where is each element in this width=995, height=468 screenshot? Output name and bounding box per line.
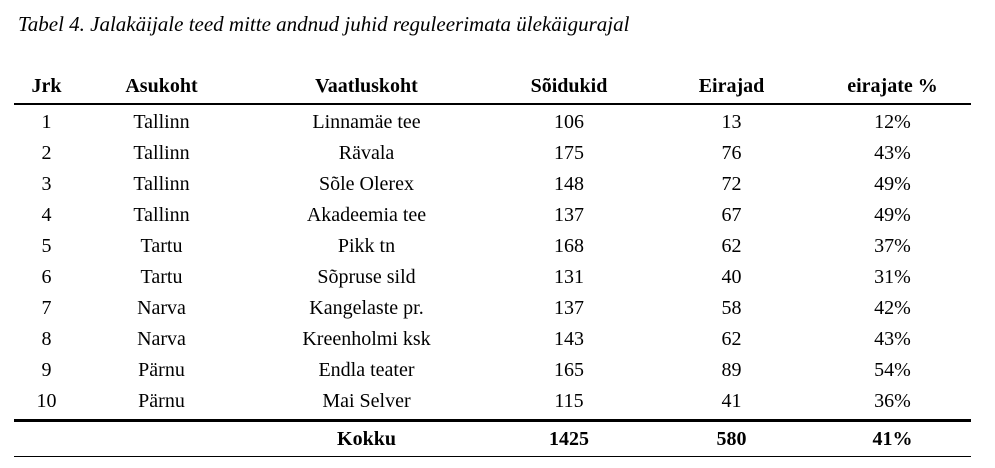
cell-vaatluskoht: Sõpruse sild	[317, 266, 416, 288]
table-row	[14, 324, 971, 355]
cell-vaatluskoht: Kangelaste pr.	[309, 297, 424, 319]
cell-vaatluskoht: Kreenholmi ksk	[302, 328, 431, 350]
header-jrk: Jrk	[14, 70, 79, 104]
cell-asukoht: Pärnu	[79, 386, 244, 421]
cell-eirajate-protsent: 37%	[874, 235, 911, 257]
cell-soidukid: 143	[554, 328, 584, 350]
cell-asukoht: Narva	[137, 328, 186, 350]
cell-jrk: 10	[14, 386, 79, 421]
total-percent: 41%	[814, 421, 971, 457]
table-row	[14, 355, 971, 386]
cell-jrk: 7	[41, 297, 52, 319]
cell-eirajate-protsent: 31%	[874, 266, 911, 288]
cell-soidukid: 175	[554, 142, 584, 164]
cell-eirajate-protsent: 12%	[874, 111, 911, 133]
cell-vaatluskoht: Mai Selver	[244, 386, 489, 421]
cell-asukoht: Tartu	[140, 235, 183, 257]
table-row	[14, 104, 971, 138]
cell-asukoht: Tallinn	[133, 204, 190, 226]
cell-jrk: 2	[41, 142, 52, 164]
cell-eirajate-protsent: 36%	[814, 386, 971, 421]
cell-eirajate-protsent: 43%	[874, 328, 911, 350]
cell-asukoht: Tallinn	[133, 173, 190, 195]
cell-jrk: 8	[41, 328, 52, 350]
cell-soidukid: 165	[554, 359, 584, 381]
cell-jrk: 1	[41, 111, 52, 133]
cell-vaatluskoht: Endla teater	[318, 359, 415, 381]
cell-jrk: 5	[41, 235, 52, 257]
cell-eirajad: 41	[649, 386, 814, 421]
cell-asukoht: Tartu	[140, 266, 183, 288]
cell-vaatluskoht: Sõle Olerex	[319, 173, 414, 195]
total-empty-cell	[14, 421, 79, 457]
total-vehicles: 1425	[489, 421, 649, 457]
table-row	[14, 293, 971, 324]
cell-eirajad: 89	[721, 359, 742, 381]
cell-soidukid: 115	[489, 386, 649, 421]
cell-jrk: 4	[41, 204, 52, 226]
cell-asukoht: Tallinn	[133, 111, 190, 133]
header-asukoht: Asukoht	[79, 70, 244, 104]
total-empty-cell	[79, 421, 244, 457]
cell-soidukid: 106	[554, 111, 584, 133]
cell-soidukid: 137	[554, 204, 584, 226]
total-row	[14, 421, 971, 457]
header-soidukid: Sõidukid	[489, 70, 649, 104]
header-vaatluskoht: Vaatluskoht	[244, 70, 489, 104]
cell-eirajate-protsent: 49%	[874, 204, 911, 226]
cell-asukoht: Tallinn	[133, 142, 190, 164]
violations-table	[14, 70, 971, 457]
cell-eirajate-protsent: 49%	[874, 173, 911, 195]
cell-vaatluskoht: Linnamäe tee	[312, 111, 421, 133]
cell-eirajad: 58	[721, 297, 742, 319]
cell-eirajate-protsent: 42%	[874, 297, 911, 319]
cell-vaatluskoht: Pikk tn	[337, 235, 396, 257]
table-row	[14, 200, 971, 231]
cell-jrk: 9	[41, 359, 52, 381]
cell-eirajad: 40	[721, 266, 742, 288]
table-row	[14, 231, 971, 262]
cell-vaatluskoht: Rävala	[338, 142, 395, 164]
table-row	[14, 262, 971, 293]
cell-soidukid: 131	[554, 266, 584, 288]
cell-eirajad: 62	[721, 328, 742, 350]
cell-eirajad: 67	[721, 204, 742, 226]
cell-eirajad: 76	[721, 142, 742, 164]
cell-jrk: 6	[41, 266, 52, 288]
table-caption: Tabel 4. Jalakäijale teed mitte andnud juhid reguleerimata ülekäigurajal	[18, 12, 630, 36]
total-label: Kokku	[244, 421, 489, 457]
table-row	[14, 386, 971, 421]
cell-eirajad: 62	[721, 235, 742, 257]
cell-eirajate-protsent: 54%	[874, 359, 911, 381]
table-row	[14, 169, 971, 200]
cell-jrk: 3	[41, 173, 52, 195]
cell-asukoht: Narva	[137, 297, 186, 319]
cell-eirajad: 13	[721, 111, 742, 133]
table-row	[14, 138, 971, 169]
cell-soidukid: 148	[554, 173, 584, 195]
cell-asukoht: Pärnu	[138, 359, 185, 381]
cell-eirajate-protsent: 43%	[874, 142, 911, 164]
cell-soidukid: 168	[554, 235, 584, 257]
cell-soidukid: 137	[554, 297, 584, 319]
header-eirajad: Eirajad	[649, 70, 814, 104]
total-violators: 580	[649, 421, 814, 457]
header-row	[14, 70, 971, 104]
header-eirajate-protsent: eirajate %	[814, 70, 971, 104]
cell-vaatluskoht: Akadeemia tee	[306, 204, 427, 226]
cell-eirajad: 72	[721, 173, 742, 195]
